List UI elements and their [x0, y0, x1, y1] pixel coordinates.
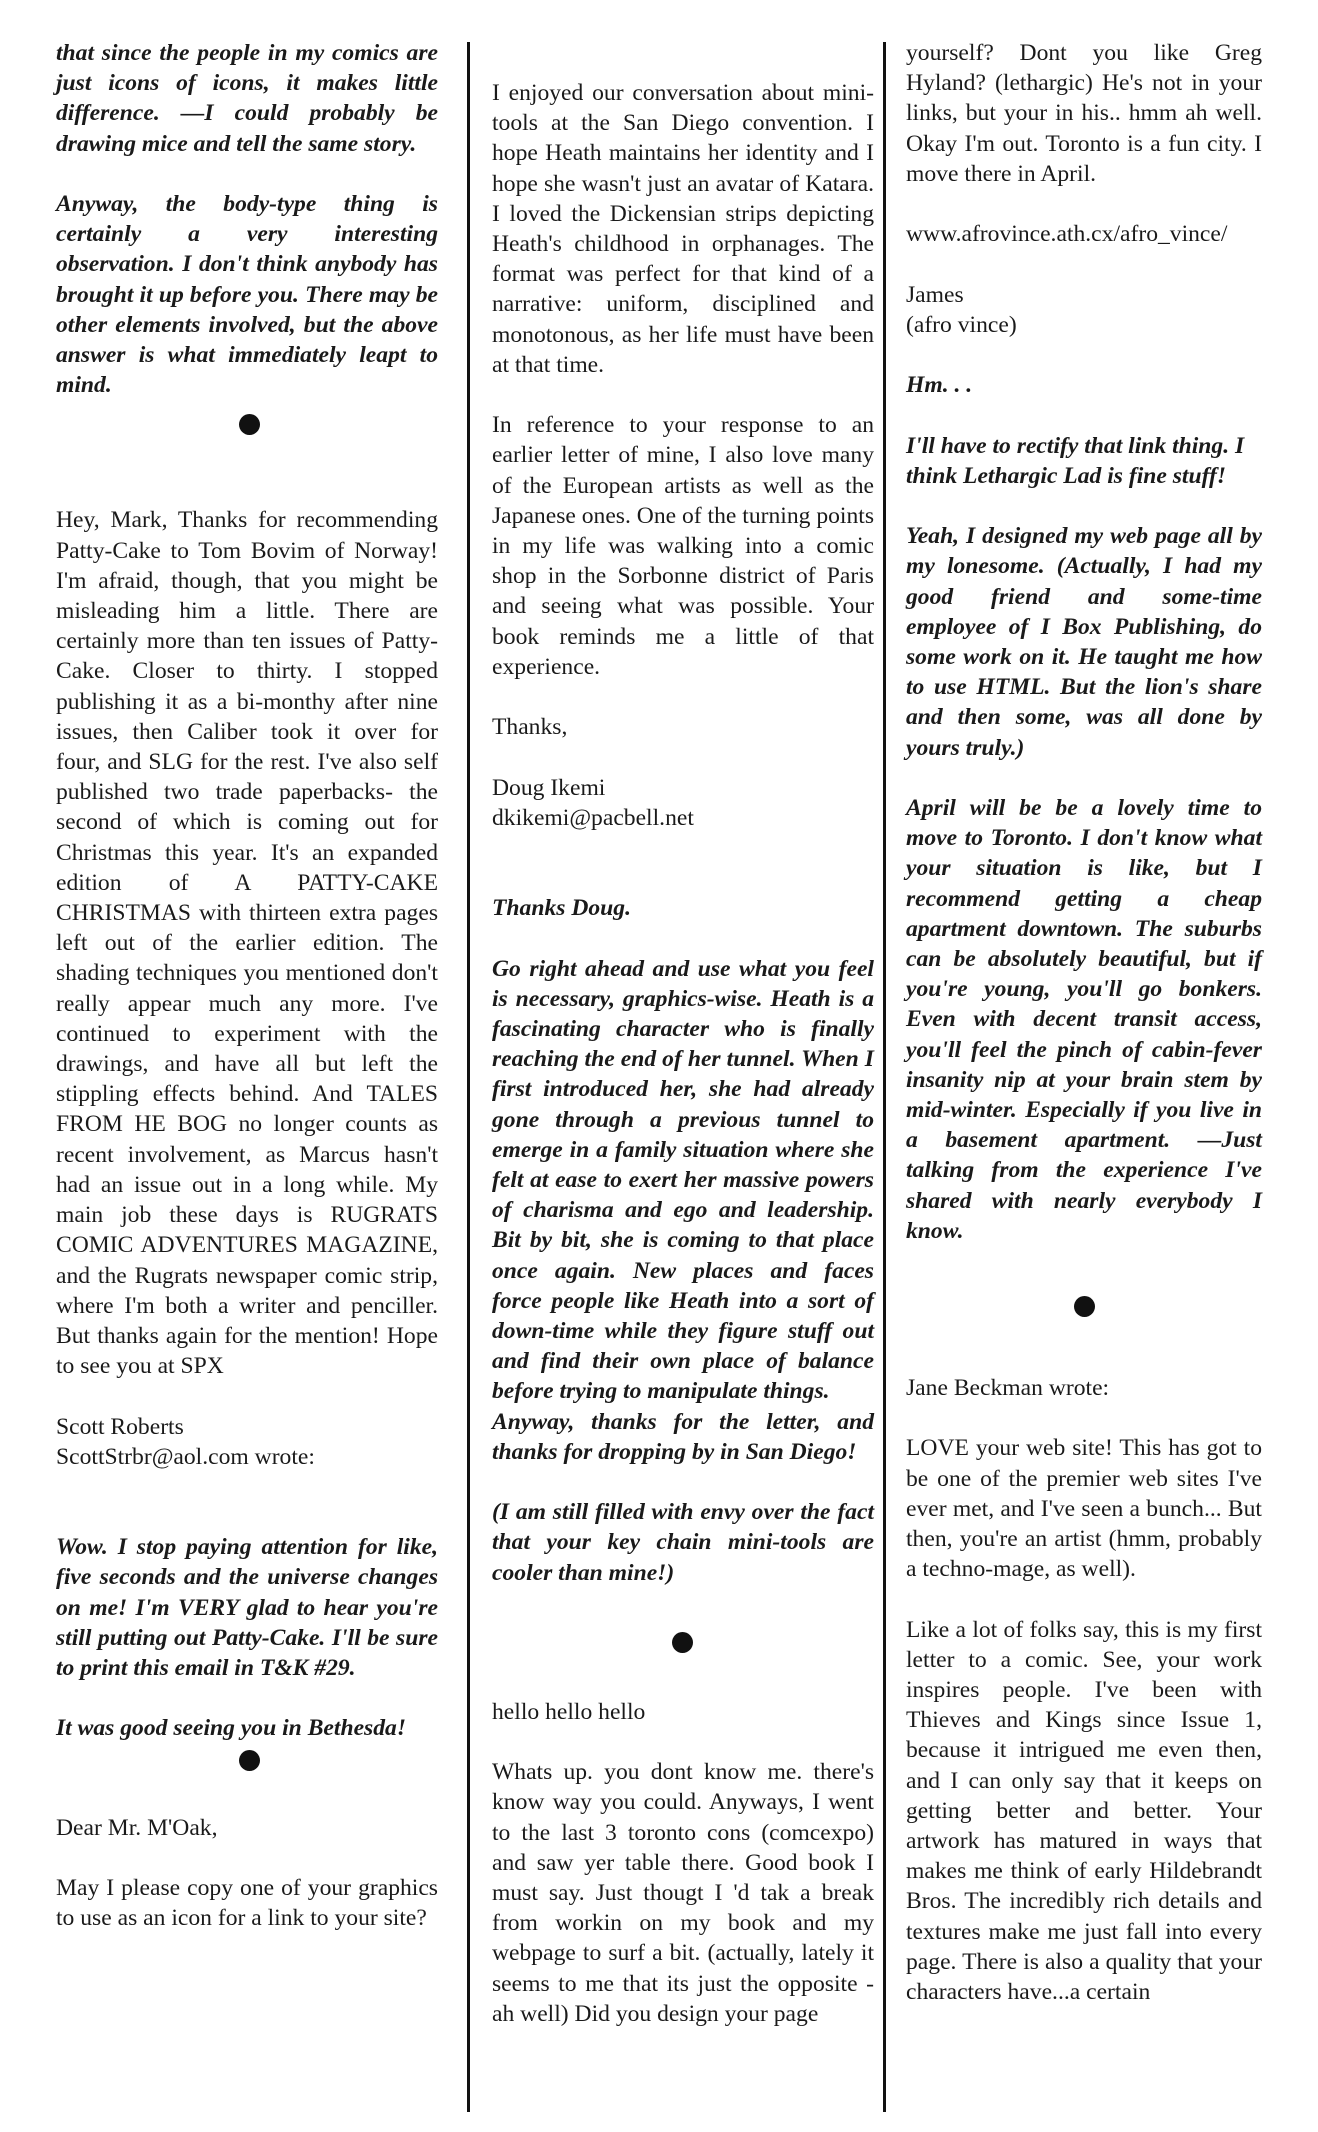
letter-paragraph: Hey, Mark, Thanks for recommending Patty-Cake to Tom Bovim of Norway! I'm afraid, though, that you might be misleading him a little. There are certainly more than ten issues of Patty-Cake. Closer to thirty. I stopped publishing it as a bi-monthy after nine issues, then Caliber took it over for four, and SLG for the rest. I've also self published two trade paperbacks- the second of which is coming out for Christmas this year. It's an expanded edition of A PATTY-CAKE CHRISTMAS with thirteen extra pages left out of the earlier edition. The shading techniques you mentioned don't really appear much any more. I've continued to experiment with the drawings, and have all but left the stippling effects behind. And TALES FROM HE BOG no longer counts as recent involvement, as Marcus hasn't had an issue out in a long while. My main job these days is RUGRATS COMIC ADVENTURES MAGAZINE, and the Rugrats newspaper comic strip, where I'm both a writer and penciller. But thanks again for the mention! Hope to see you at SPX [56, 507, 438, 1380]
letter-intro: Jane Beckman wrote: [906, 1375, 1110, 1402]
letter-paragraph: In reference to your response to an earlier letter of mine, I also love many of the European artists as well as the Japanese ones. One of the turning points in my life was walking into a comic shop in the Sorbonne district of Paris and seeing what was possible. Your book reminds me a little of that experience. [492, 412, 875, 680]
reply-paragraph: Thanks Doug. [492, 895, 631, 922]
letter-url: www.afrovince.ath.cx/afro_vince/ [906, 221, 1228, 248]
letter-paragraph: May I please copy one of your graphics to use as an icon for a link to your site? [56, 1874, 438, 1932]
reply-paragraph: Go right ahead and use what you feel is necessary, graphics-wise. Heath is a fascinating character who is finally reaching the end of her tunnel. When I first introduced her, she had already gone through a previous tunnel to emerge in a family situation where she felt at ease to exert her massive powers of charisma and ego and leadership. Bit by bit, she is coming to that place once again. New places and faces force people like Heath into a sort of down-time while they figure stuff out and find their own place of balance before trying to manipulate things. [492, 955, 874, 1405]
signature-email: ScottStrbr@aol.com wrote: [56, 1443, 315, 1470]
signature-name: Scott Roberts [56, 1413, 184, 1440]
column-middle [492, 78, 874, 2029]
signature-name: Doug Ikemi [492, 774, 606, 801]
letter-closing: Thanks, [492, 714, 568, 741]
letter-paragraph: Whats up. you dont know me. there's know way you could. Anyways, I went to the last 3 toronto cons (comcexpo) and saw yer table there. Good book I must say. Just thougt I 'd tak a break from workin on my book and my webpage to surf a bit. (actually, lately it seems to me that its just the opposite - ah well) Did you design your page [492, 1759, 874, 2027]
letter-greeting: hello hello hello [492, 1698, 646, 1725]
section-bullet [1074, 1296, 1095, 1317]
reply-paragraph: I'll have to rectify that link thing. I think Lethargic Lad is fine stuff! [906, 432, 1245, 489]
reply-paragraph: Wow. I stop paying attention for like, five seconds and the universe changes on me! I'm VERY glad to hear you're still putting out Patty-Cake. I'll be sure to print this email in T&K #29. [56, 1534, 438, 1681]
column-divider-left [467, 42, 470, 2112]
section-bullet [239, 414, 260, 435]
reply-paragraph: that since the people in my comics are just icons of icons, it makes little difference. —I could probably be drawing mice and tell the same story. [56, 40, 438, 157]
reply-paragraph: Anyway, the body-type thing is certainly a very interesting observation. I don't think anybody has brought it up before you. There may be other elements involved, but the above answer is what immediately leapt to mind. [56, 191, 438, 399]
letter-paragraph: LOVE your web site! This has got to be one of the premier web sites I've ever met, and I've seen a bunch... But then, you're an artist (hmm, probably a techno-mage, as well). [906, 1435, 1262, 1583]
section-bullet [672, 1632, 693, 1653]
reply-paragraph: (I am still filled with envy over the fact that your key chain mini-tools are cooler than mine!) [492, 1499, 874, 1586]
spacer [56, 1502, 438, 1532]
signature-alias: (afro vince) [906, 311, 1017, 338]
column-divider-right [883, 42, 886, 2112]
signature-email: dkikemi@pacbell.net [492, 804, 694, 831]
letter-salutation: Dear Mr. M'Oak, [56, 1814, 218, 1841]
reply-paragraph: Yeah, I designed my web page all by my lonesome. (Actually, I had my good friend and some-time employee of I Box Publishing, do some work on it. He taught me how to use HTML. But the lion's share and then some, was all done by yours truly.) [906, 523, 1262, 761]
reply-paragraph: It was good seeing you in Bethesda! [56, 1715, 407, 1742]
reply-paragraph: April will be be a lovely time to move to Toronto. I don't know what your situation is like, but I recommend getting a cheap apartment downtown. The suburbs can be absolutely beautiful, but if you're young, you'll go bonkers. Even with decent transit access, you'll feel the pinch of cabin-fever insanity nip at your brain stem by mid-winter. Especially if you live in a basement apartment. —Just talking from the experience I've shared with nearly everybody I know. [906, 794, 1262, 1244]
column-right [906, 38, 1262, 2007]
letter-signature [56, 1412, 438, 1472]
column-left [56, 38, 438, 1933]
reply-paragraph: Anyway, thanks for the letter, and thanks for dropping by in San Diego! [492, 1408, 874, 1465]
letter-paragraph: Like a lot of folks say, this is my first letter to a comic. See, your work inspires people. I've been with Thieves and Kings since Issue 1, because it intrigued me even then, and I can only say that it keeps on getting better and better. Your artwork has matured in ways that makes me think of early Hildebrandt Bros. The incredibly rich details and textures make me just fall into every page. There is also a quality that your characters have...a certain [906, 1616, 1262, 2006]
spacer [492, 863, 874, 893]
letter-signature [492, 773, 874, 833]
letter-signature [906, 280, 1262, 340]
section-bullet [239, 1750, 260, 1771]
signature-name: James [906, 281, 964, 308]
letter-paragraph: yourself? Dont you like Greg Hyland? (lethargic) He's not in your links, but your in his.. hmm ah well. Okay I'm out. Toronto is a fun city. I move there in April. [906, 40, 1262, 187]
reply-paragraph: Hm. . . [906, 372, 973, 399]
letter-paragraph: I enjoyed our conversation about mini-tools at the San Diego convention. I hope Heath maintains her identity and I hope she wasn't just an avatar of Katara. I loved the Dickensian strips depicting Heath's childhood in orphanages. The format was perfect for that kind of a narrative: uniform, disciplined and monotonous, as her life must have been at that time. [492, 80, 874, 378]
